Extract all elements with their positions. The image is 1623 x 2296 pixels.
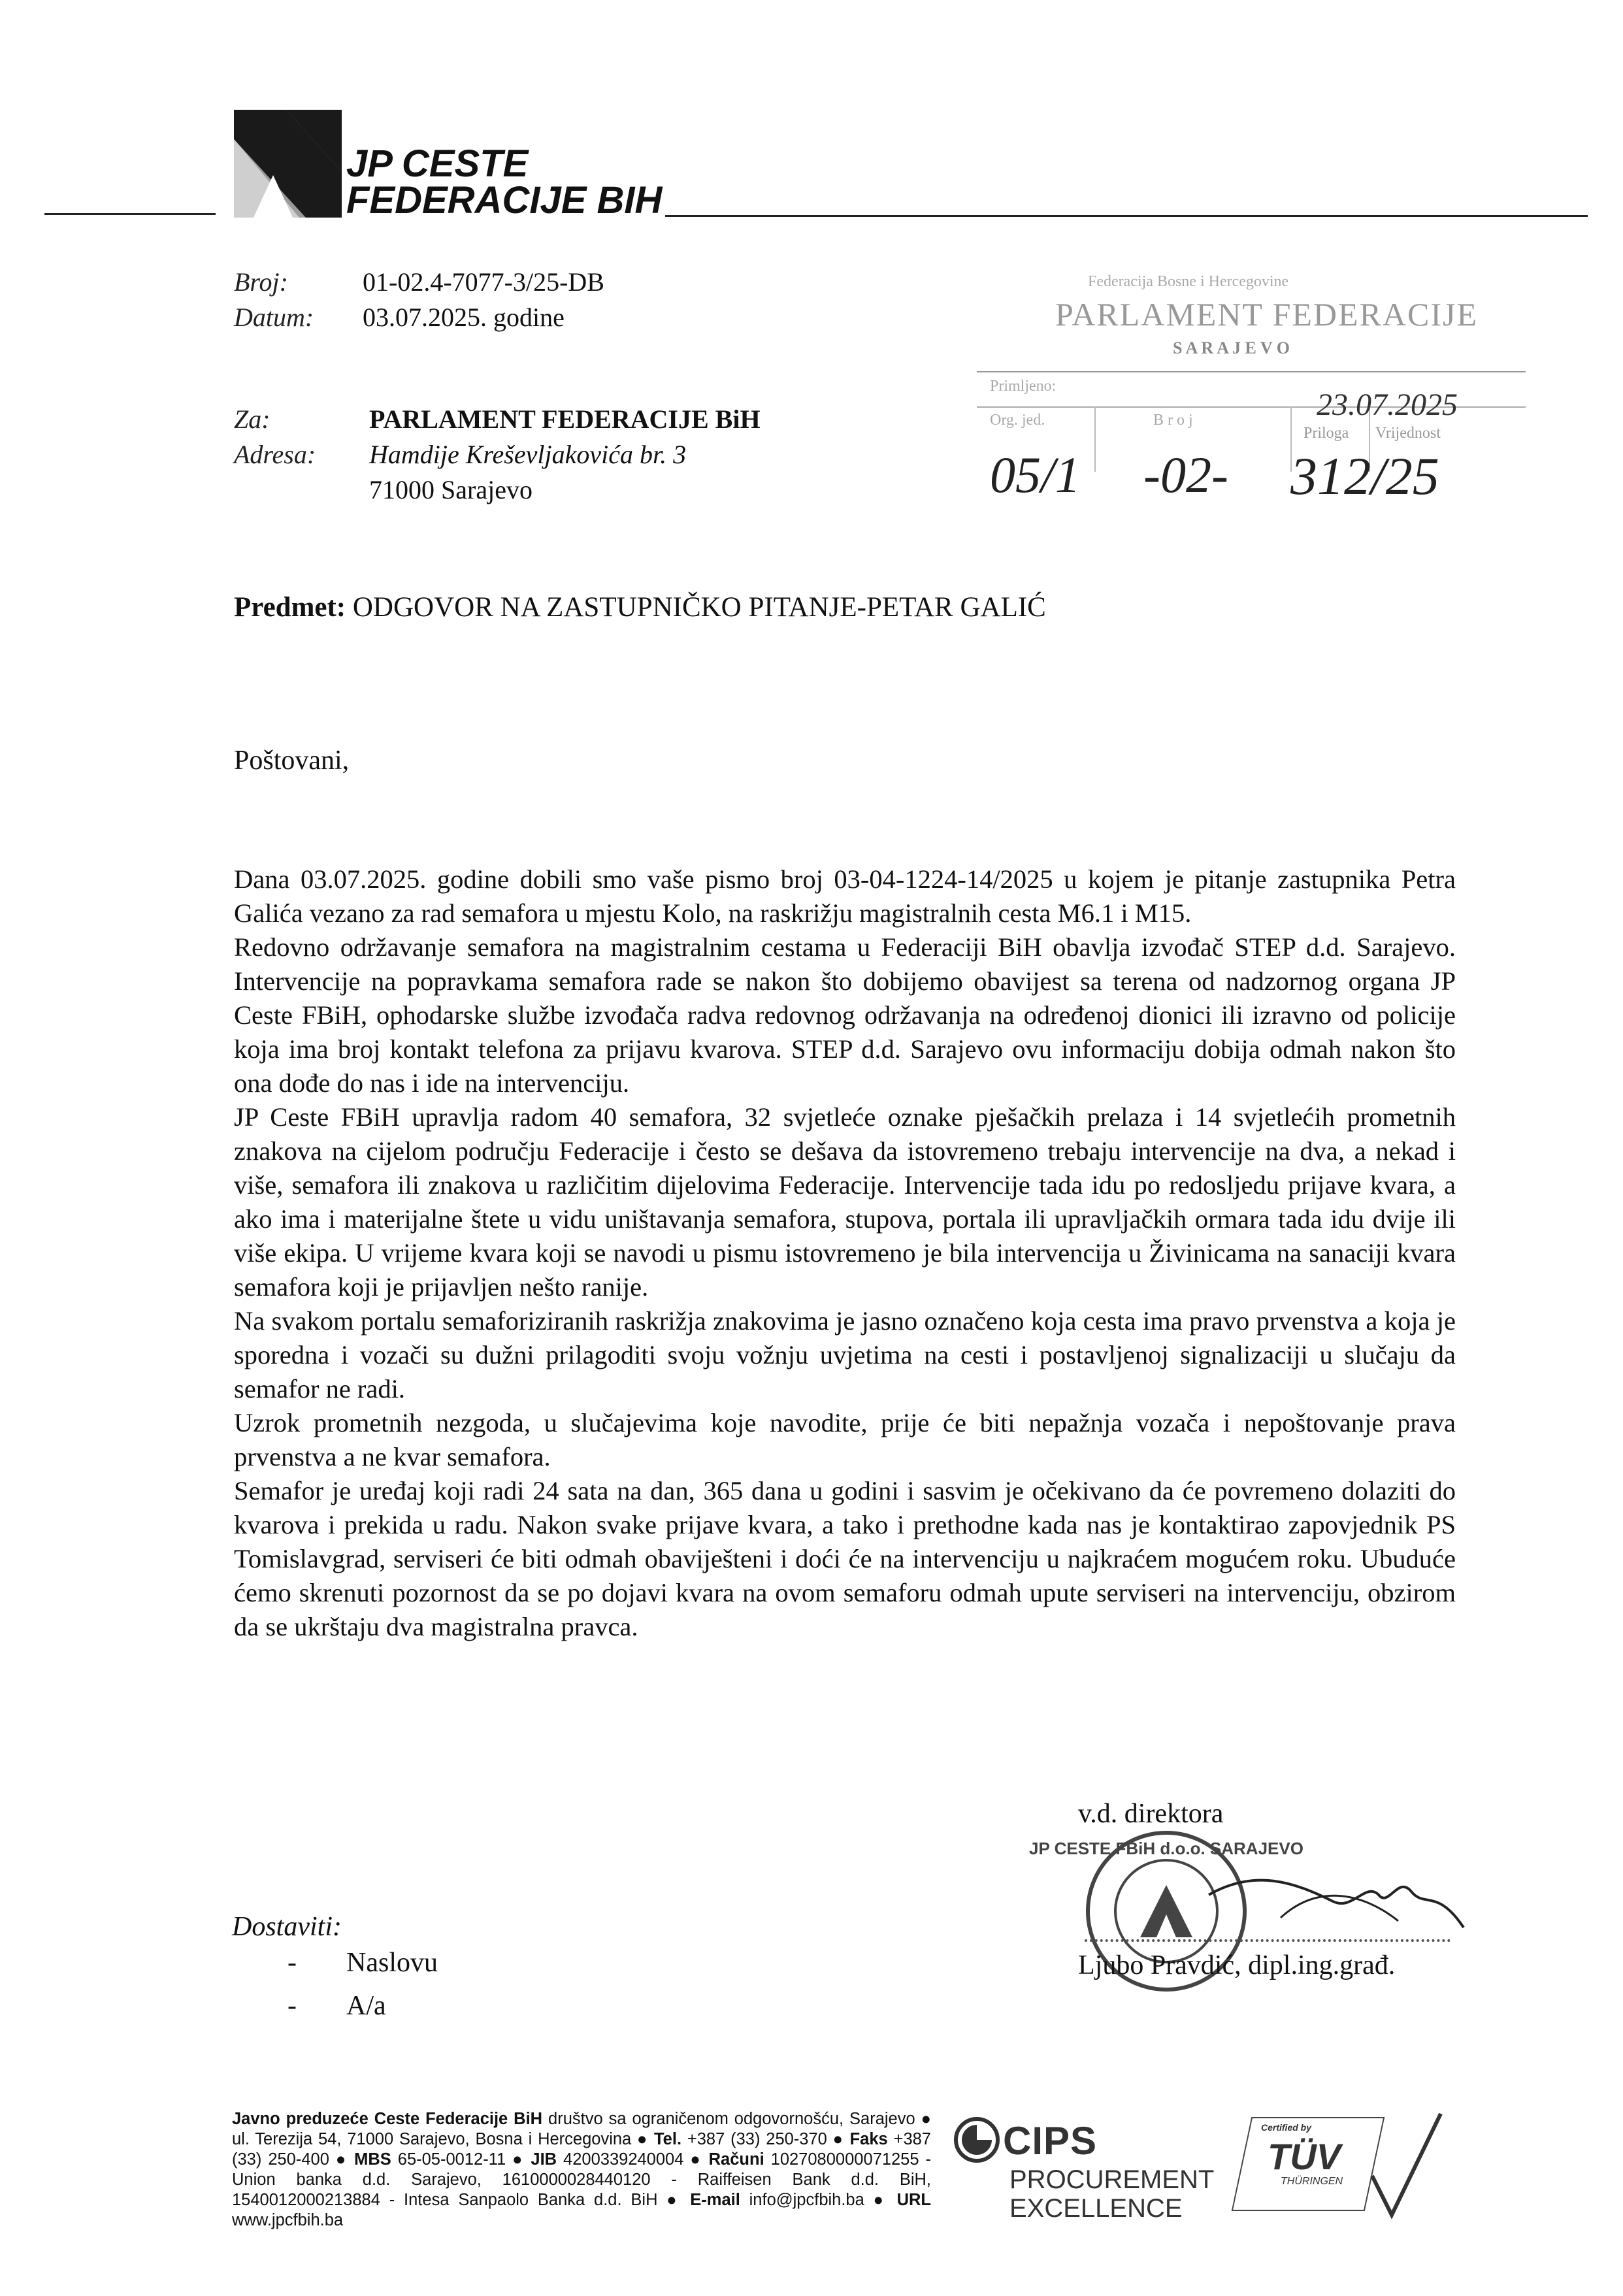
body-paragraph: Na svakom portalu semaforiziranih raskrižja znakovima je jasno označeno koja cesta ima pravo prvenstva a koja je sporedna i vozači su dužni prilagoditi svoju vožnju uvjetima na cesti i postavljenoj signalizaciji u slučaju da semafor ne radi.	[234, 1306, 1456, 1403]
body-paragraph: JP Ceste FBiH upravlja radom 40 semafora, 32 svjetleće oznake pješačkih prelaza i 14 svjetlećih prometnih znakova na cijelom području Federacije i često se dešava da istovremeno trebaju intervencije na dva, a nekad i više, semafora ili znakova u različitim dijelovima Federacije. Intervencije tada idu po redosljedu prijave kvara, a ako ima i materijalne štete u vidu uništavanja semafora, stupova, portala ili upravljačkih ormara tada idu dvije ili više ekipa. U vrijeme kvara koji se navodi u pismu istovremeno je bila intervencija u Živinicama na sanaciji kvara semafora koji je prijavljen nešto ranije.	[234, 1102, 1456, 1302]
footer-email-value: info@jpcfbih.ba ●	[740, 2191, 897, 2209]
body-paragraph: Uzrok prometnih nezgoda, u slučajevima koje navodite, prije će biti nepažnja vozača i nepoštovanje prava prvenstva a ne kvar semafora.	[234, 1408, 1456, 1471]
stamp-reg-part-1: 05/1	[990, 446, 1081, 503]
stamp-prilog-label: Priloga	[1303, 425, 1349, 442]
adresa-label: Adresa:	[234, 440, 316, 469]
footer-url-label: URL	[896, 2191, 931, 2209]
dostaviti-label: Dostaviti:	[232, 1912, 342, 1942]
body-paragraph: Redovno održavanje semafora na magistralnim cestama u Federaciji BiH obavlja izvođač STEP d.d. Sarajevo. Intervencije na popravkama semafora rade se nakon što dobijemo obavijest sa terena od nadzornog organa JP Ceste FBiH, ophodarske službe izvođača radva redovnog održavanja na određenoj dionici ili izravno od policije koja ima broj kontakt telefona za prijavu kvarova. STEP d.d. Sarajevo ovu informaciju dobija odmah nakon što ona dođe do nas i ide na intervenciju.	[234, 932, 1456, 1098]
footer-tel-label: Tel.	[654, 2130, 682, 2148]
footer-url-value: www.jpcfbih.ba	[232, 2211, 344, 2229]
stamp-broj-label: B r o j	[1153, 412, 1193, 429]
seal-text: JP CESTE FBiH d.o.o. SARAJEVO	[1029, 1839, 1303, 1858]
za-label: Za:	[234, 404, 270, 434]
datum-value: 03.07.2025. godine	[363, 303, 565, 332]
brand-line-1: JP CESTE	[346, 142, 529, 185]
cips-logo-icon	[954, 2117, 1000, 2163]
header-rule-right	[665, 215, 1588, 217]
cips-line-1: PROCUREMENT	[1009, 2165, 1215, 2194]
tuv-badge	[1235, 2110, 1444, 2222]
adresa-line-2: 71000 Sarajevo	[369, 475, 533, 504]
stamp-primljeno-label: Primljeno:	[990, 378, 1057, 395]
broj-label: Broj:	[234, 267, 288, 297]
dostaviti-bullet: -	[287, 1948, 297, 1978]
brand-line-2: FEDERACIJE BIH	[346, 179, 663, 221]
greeting: Poštovani,	[234, 746, 350, 776]
footer-faks-label: Faks	[849, 2130, 888, 2148]
footer-email-label: E-mail	[690, 2191, 740, 2209]
stamp-org-label: Org. jed.	[990, 412, 1045, 429]
footer-company-name: Javno preduzeće Ceste Federacije BiH	[232, 2110, 543, 2128]
handwritten-signature-icon	[1202, 1856, 1477, 1960]
stamp-handwritten-date: 23.07.2025	[1317, 387, 1458, 422]
stamp-top-line: Federacija Bosne i Hercegovine	[1088, 273, 1289, 290]
footer-mbs-value: 65-05-0012-11 ●	[391, 2150, 531, 2169]
footer-address: društvo sa ograničenom odgovornošću, Sarajevo ● ul. Terezija 54, 71000 Sarajevo, Bosna i Hercegovina ●	[232, 2110, 931, 2148]
datum-label: Datum:	[234, 303, 314, 332]
header-rule-left	[44, 213, 216, 215]
signature-title: v.d. direktora	[1078, 1799, 1224, 1829]
cips-badge	[954, 2117, 1228, 2228]
dostaviti-item	[287, 1947, 438, 1978]
stamp-reg-part-3: 312/25	[1290, 446, 1439, 506]
tuv-region: THÜRINGEN	[1281, 2176, 1343, 2187]
dostaviti-item-text: A/a	[346, 1991, 386, 2021]
tuv-certified-label: Certified by	[1261, 2122, 1312, 2133]
footer-tel-value: +387 (33) 250-370 ●	[681, 2130, 850, 2148]
dostaviti-bullet: -	[287, 1991, 297, 2021]
tuv-name: TÜV	[1268, 2136, 1341, 2177]
footer-jib-label: JIB	[531, 2150, 557, 2169]
body-paragraph: Dana 03.07.2025. godine dobili smo vaše pismo broj 03-04-1224-14/2025 u kojem je pitanje zastupnika Petra Galića vezano za rad semafora u mjestu Kolo, na raskrižju magistralnih cesta M6.1 i M15.	[234, 864, 1456, 928]
subject-text: ODGOVOR NA ZASTUPNIČKO PITANJE-PETAR GALIĆ	[352, 592, 1046, 623]
stamp-rule-top	[977, 371, 1526, 372]
letter-body	[234, 862, 1456, 1644]
receipt-stamp	[977, 261, 1532, 542]
stamp-reg-part-2: -02-	[1143, 446, 1228, 503]
stamp-title: PARLAMENT FEDERACIJE	[1055, 296, 1479, 333]
adresa-line-1: Hamdije Kreševljakovića br. 3	[369, 440, 687, 469]
subject-line	[234, 591, 1046, 623]
footer-racuni-label: Računi	[708, 2150, 764, 2169]
za-value: PARLAMENT FEDERACIJE BiH	[369, 404, 761, 434]
dostaviti-item	[287, 1990, 386, 2022]
footer-company-info	[232, 2109, 931, 2231]
cips-line-2: EXCELLENCE	[1009, 2194, 1183, 2223]
stamp-vrijednost-label: Vrijednost	[1375, 425, 1441, 442]
stamp-city: S A R A J E V O	[1173, 338, 1290, 357]
signature-line	[1085, 1939, 1451, 1942]
tuv-checkmark-icon	[1366, 2110, 1444, 2222]
footer-mbs-label: MBS	[354, 2150, 391, 2169]
footer-racuni-value: 1027080000071255 - Union banka d.d. Sarajevo, 1610000028440120 - Raiffeisen Bank d.d. BiH, 1540012000213884 - Intesa Sanpaolo Banka d.d. BiH ●	[232, 2150, 932, 2209]
cips-name: CIPS	[1003, 2119, 1098, 2163]
footer-jib-value: 4200339240004 ●	[557, 2150, 709, 2169]
subject-label: Predmet:	[234, 592, 346, 623]
company-logo-icon	[234, 110, 342, 218]
dostaviti-item-text: Naslovu	[346, 1948, 438, 1978]
broj-value: 01-02.4-7077-3/25-DB	[363, 267, 604, 297]
body-paragraph: Semafor je uređaj koji radi 24 sata na dan, 365 dana u godini i sasvim je očekivano da će povremeno dolaziti do kvarova i prekida u radu. Nakon svake prijave kvara, a tako i prethodne kada nas je kontaktirao zapovjednik PS Tomislavgrad, serviseri će biti odmah obaviješteni i doći će na intervenciju u najkraćem mogućem roku. Ubuduće ćemo skrenuti pozornost da se po dojavi kvara na ovom semaforu odmah upute serviseri na intervenciju, obzirom da se ukrštaju dva magistralna pravca.	[234, 1476, 1456, 1641]
signature-name: Ljubo Pravdić, dipl.ing.građ.	[1078, 1950, 1396, 1980]
stamp-divider-1	[1094, 406, 1096, 472]
footer-faks-value: +387 (33) 250-400 ●	[232, 2130, 931, 2169]
